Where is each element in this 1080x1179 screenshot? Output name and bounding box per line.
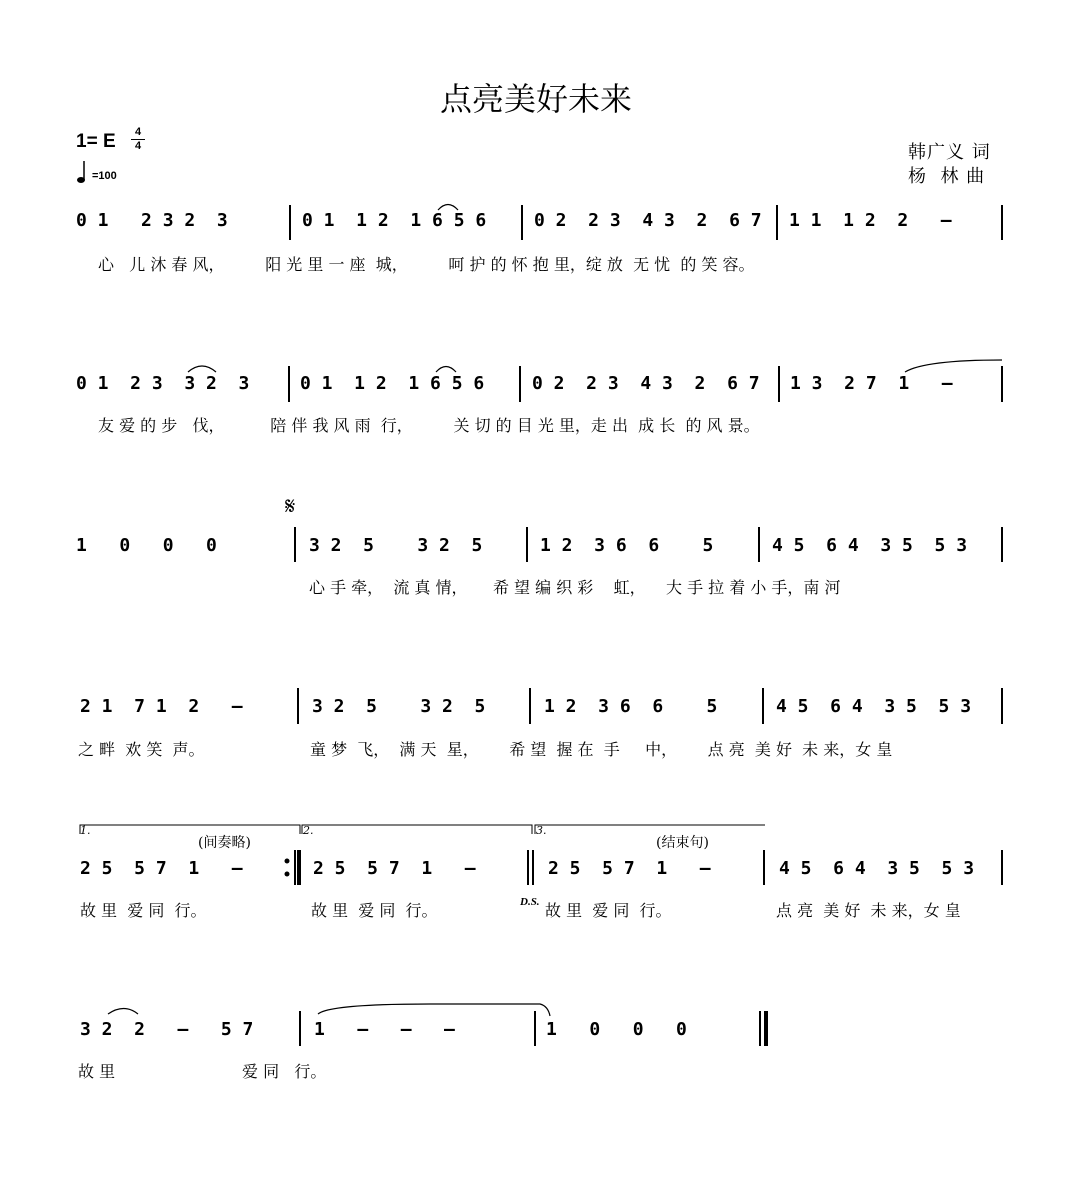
measure: 3 2 5 3 2 5 (312, 696, 486, 717)
measure: 0 2 2 3 4 3 2 6 7 (534, 210, 762, 231)
measure: 2 5 5 7 1 – (548, 858, 711, 879)
tempo-marking: =100 (92, 170, 117, 182)
measure: 1 0 0 0 (76, 535, 217, 556)
measure: 4 5 6 4 3 5 5 3 (772, 535, 968, 556)
ending-phrase-note: (结束句) (656, 835, 709, 851)
ending-2: 2. (303, 824, 314, 837)
lyrics-line: 心 儿 沐 春 风， 阳 光 里 一 座 城， 呵 护 的 怀 抱 里，绽 放 无 忧 的 笑 容。 (98, 255, 755, 274)
measure: 1 3 2 7 1 – (790, 373, 953, 394)
lyrics-line: 故 里 爱 同 行。 (545, 901, 672, 920)
dal-segno-mark: D.S. (520, 896, 540, 908)
lyrics-line: 故 里 (78, 1062, 116, 1081)
ending-3: 3. (536, 824, 547, 837)
lyricist: 韩广义 词 (908, 142, 991, 163)
composer: 杨 林 曲 (908, 166, 986, 187)
lyrics-line: 友 爱 的 步 伐， 陪 伴 我 风 雨 行， 关 切 的 目 光 里，走 出 成 长 的 风 景。 (98, 416, 760, 435)
key-signature: 1= E (76, 131, 116, 152)
measure: 0 2 2 3 4 3 2 6 7 (532, 373, 760, 394)
lyrics-line: 故 里 爱 同 行。 (80, 901, 207, 920)
lyrics-line: 之 畔 欢 笑 声。 (78, 740, 205, 759)
lyrics-line: 点 亮 美 好 未 来，女 皇 (776, 901, 961, 920)
lyrics-line: 故 里 爱 同 行。 (311, 901, 438, 920)
measure: 1 2 3 6 6 5 (540, 535, 714, 556)
measure: 4 5 6 4 3 5 5 3 (779, 858, 975, 879)
interlude-note: (间奏略) (198, 835, 251, 851)
measure: 3 2 5 3 2 5 (309, 535, 483, 556)
time-sig-top: 4 (134, 126, 142, 138)
measure: 1 2 3 6 6 5 (544, 696, 718, 717)
score-title: 点亮美好未来 (439, 80, 632, 118)
measure: 0 1 1 2 1 6 5 6 (302, 210, 487, 231)
measure: 2 5 5 7 1 – (80, 858, 243, 879)
lyrics-line: 爱 同 行。 (242, 1062, 327, 1081)
measure: 0 1 2 3 2 3 (76, 210, 228, 231)
time-sig-bottom: 4 (134, 140, 142, 152)
lyrics-line: 心 手 牵， 流 真 情， 希 望 编 织 彩 虹， 大 手 拉 着 小 手，南 河 (309, 578, 841, 597)
measure: 2 5 5 7 1 – (313, 858, 476, 879)
measure: 1 0 0 0 (546, 1019, 687, 1040)
ending-1: 1. (80, 824, 91, 837)
lyrics-line: 童 梦 飞， 满 天 星， 希 望 握 在 手 中， 点 亮 美 好 未 来，女 皇 (310, 740, 893, 759)
measure: 0 1 1 2 1 6 5 6 (300, 373, 485, 394)
segno-sign: 𝄋 (285, 492, 296, 520)
measure: 0 1 2 3 3 2 3 (76, 373, 250, 394)
measure: 2 1 7 1 2 – (80, 696, 243, 717)
measure: 4 5 6 4 3 5 5 3 (776, 696, 972, 717)
measure: 3 2 2 – 5 7 (80, 1019, 254, 1040)
measure: 1 – – – (314, 1019, 455, 1040)
measure: 1 1 1 2 2 – (789, 210, 952, 231)
